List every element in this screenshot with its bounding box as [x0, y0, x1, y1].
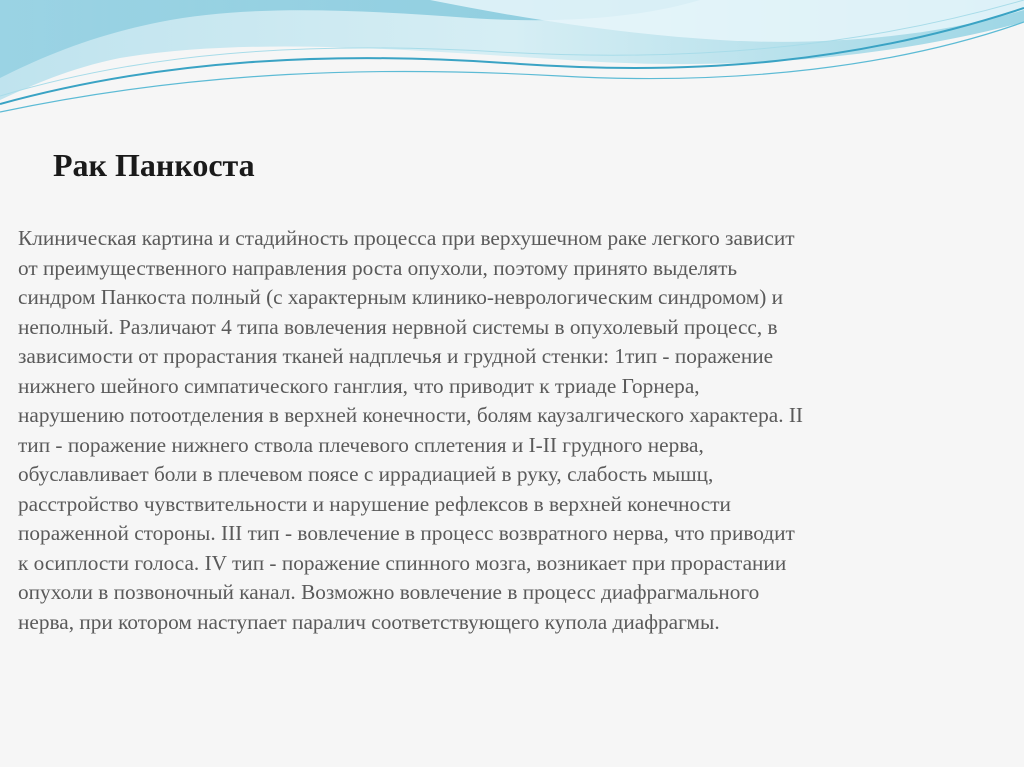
body-line: нарушению потоотделения в верхней конечности, болям каузалгического характера. II	[18, 403, 804, 427]
body-line: к осиплости голоса. IV тип - поражение спинного мозга, возникает при прорастании	[18, 550, 787, 575]
body-line: пораженной стороны. III тип - вовлечение в процесс возвратного нерва, что приводит	[18, 521, 795, 545]
body-line: зависимости от прорастания тканей надплечья и грудной стенки: 1тип - поражение	[18, 344, 774, 368]
body-line: от преимущественного направления роста опухоли, поэтому принято выделять	[18, 255, 738, 280]
body-line: обуславливает боли в плечевом поясе с иррадиацией в руку, слабость мышц,	[18, 462, 714, 486]
wave-decoration	[0, 0, 1024, 120]
body-line: синдром Панкоста полный (с характерным клинико-неврологическим синдромом) и	[18, 285, 784, 309]
body-line: Клиническая картина и стадийность процесса при верхушечном раке легкого зависит	[18, 226, 795, 250]
body-line: расстройство чувствительности и нарушение рефлексов в верхней конечности	[18, 491, 731, 516]
body-line: неполный. Различают 4 типа вовлечения нервной системы в опухолевый процесс, в	[18, 314, 778, 339]
slide-title: Рак Панкоста	[53, 147, 255, 183]
body-line: тип - поражение нижнего ствола плечевого сплетения и I-II грудного нерва,	[18, 432, 704, 457]
body-line: нерва, при котором наступает паралич соответствующего купола диафрагмы.	[18, 609, 720, 634]
body-line: нижнего шейного симпатического ганглия, что приводит к триаде Горнера,	[18, 373, 700, 398]
body-line: опухоли в позвоночный канал. Возможно вовлечение в процесс диафрагмального	[18, 580, 760, 604]
slide-body-text	[18, 224, 1008, 637]
